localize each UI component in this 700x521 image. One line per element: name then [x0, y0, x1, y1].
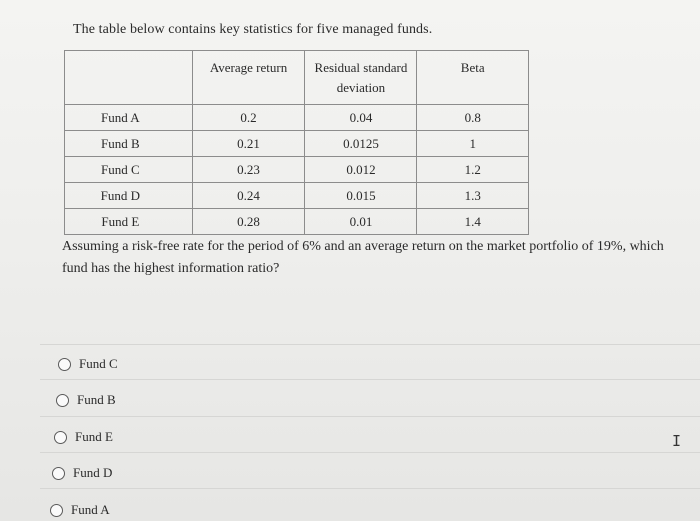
fund-name: Fund C: [65, 157, 193, 183]
option-label: Fund A: [71, 502, 110, 517]
fund-name: Fund D: [65, 183, 193, 209]
option-label: Fund B: [77, 392, 116, 407]
radio-button[interactable]: [50, 504, 63, 517]
option-fund-c[interactable]: [58, 356, 118, 372]
option-fund-e[interactable]: [54, 429, 113, 445]
residual-sd-value: 0.04: [305, 105, 417, 131]
question-text: Assuming a risk-free rate for the period of 6% and an average return on the market portfolio of 19%, which fund has the highest information ratio?: [62, 239, 664, 276]
divider: [40, 452, 700, 453]
residual-sd-value: 0.0125: [305, 131, 417, 157]
beta-value: 0.8: [417, 105, 529, 131]
residual-sd-value: 0.015: [305, 183, 417, 209]
header-average-return: Average return: [192, 51, 305, 105]
option-fund-b[interactable]: [56, 392, 116, 408]
beta-value: 1: [417, 131, 529, 157]
table-row: [65, 157, 529, 183]
option-fund-d[interactable]: [52, 465, 112, 481]
divider: [40, 344, 700, 345]
option-label: Fund C: [79, 356, 118, 371]
divider: [40, 488, 700, 489]
divider: [40, 379, 700, 380]
text-cursor-icon: I: [672, 432, 682, 450]
beta-value: 1.3: [417, 183, 529, 209]
fund-name: Fund A: [65, 105, 193, 131]
header-empty: [65, 51, 193, 105]
table-row: [65, 183, 529, 209]
average-return-value: 0.24: [192, 183, 305, 209]
fund-statistics-table: [64, 50, 529, 235]
radio-button[interactable]: [56, 394, 69, 407]
table-row: [65, 209, 529, 235]
residual-sd-value: 0.01: [305, 209, 417, 235]
radio-button[interactable]: [54, 431, 67, 444]
average-return-value: 0.2: [192, 105, 305, 131]
average-return-value: 0.21: [192, 131, 305, 157]
fund-name: Fund E: [65, 209, 193, 235]
beta-value: 1.2: [417, 157, 529, 183]
average-return-value: 0.23: [192, 157, 305, 183]
average-return-value: 0.28: [192, 209, 305, 235]
table-header-row: [65, 51, 529, 105]
option-label: Fund D: [73, 465, 113, 480]
option-fund-a[interactable]: [50, 502, 110, 518]
table-row: [65, 105, 529, 131]
table-row: [65, 131, 529, 157]
beta-value: 1.4: [417, 209, 529, 235]
radio-button[interactable]: [52, 467, 65, 480]
header-beta: Beta: [417, 51, 529, 105]
residual-sd-value: 0.012: [305, 157, 417, 183]
intro-text: The table below contains key statistics for five managed funds.: [73, 22, 433, 37]
header-residual-sd: Residual standard deviation: [305, 51, 417, 105]
fund-name: Fund B: [65, 131, 193, 157]
radio-button[interactable]: [58, 358, 71, 371]
option-label: Fund E: [75, 429, 113, 444]
divider: [40, 416, 700, 417]
